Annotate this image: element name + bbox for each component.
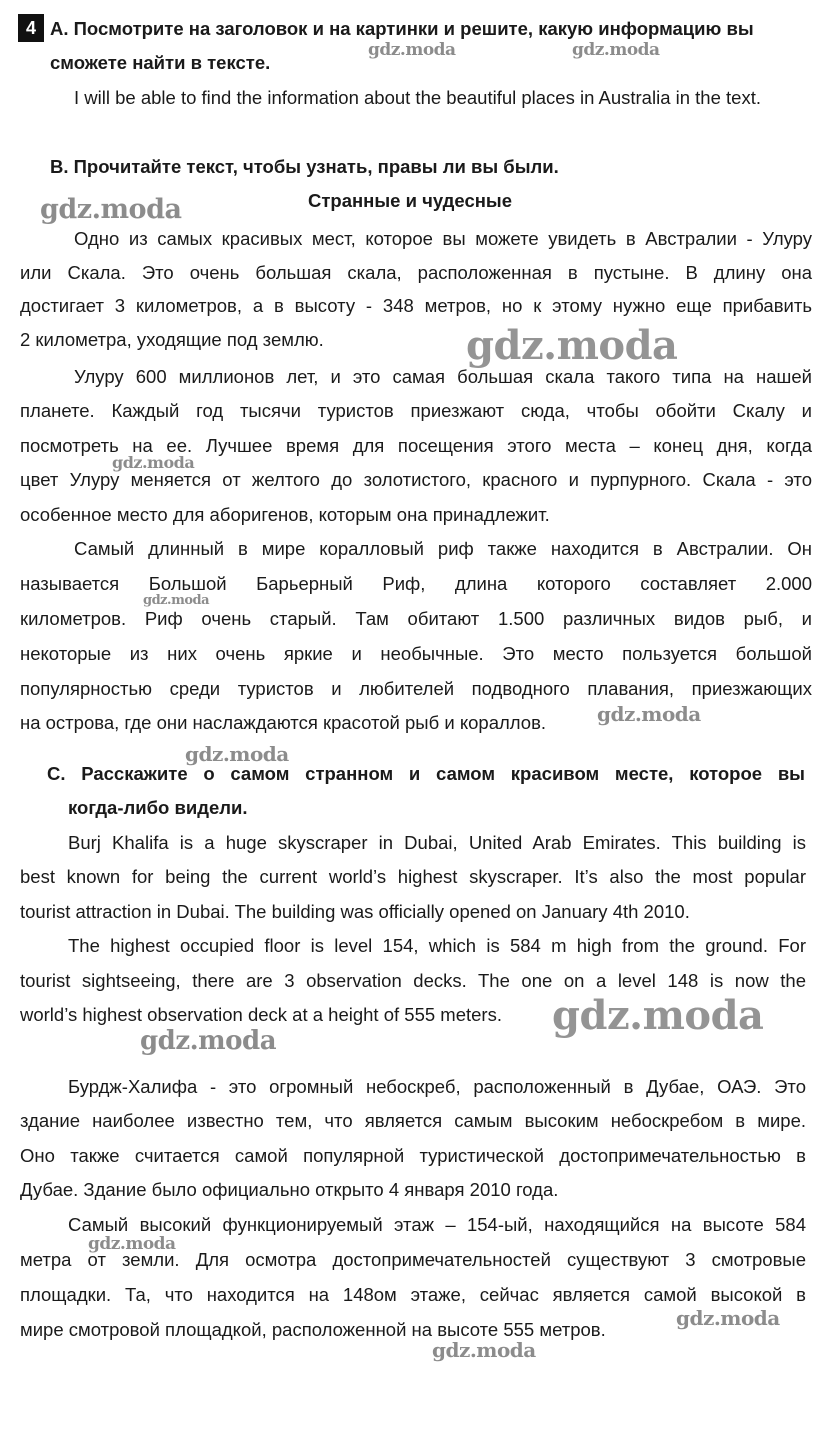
english-line: The highest occupied floor is level 154, which is 584 m high from the ground. For bbox=[68, 935, 806, 956]
paragraph-line: планете. Каждый год тысячи туристов приезжают сюда, чтобы обойти Скалу и bbox=[20, 400, 812, 421]
watermark-logo: gdz.moda bbox=[368, 40, 456, 60]
paragraph-line: 2 километра, уходящие под землю. bbox=[20, 329, 324, 350]
watermark-logo: gdz.moda bbox=[572, 40, 660, 60]
paragraph-line: километров. Риф очень старый. Там обитают 1.500 различных видов рыб, и bbox=[20, 608, 812, 629]
watermark-logo: gdz.moda bbox=[112, 453, 195, 472]
english-line: Burj Khalifa is a huge skyscraper in Dubai, United Arab Emirates. This building is bbox=[68, 832, 806, 853]
section-a-heading-cont: сможете найти в тексте. bbox=[50, 52, 271, 73]
watermark-logo: gdz.moda bbox=[676, 1306, 780, 1330]
watermark-logo: gdz.moda bbox=[140, 1026, 277, 1056]
paragraph-line: популярностью среди туристов и любителей подводного плавания, приезжающих bbox=[20, 678, 812, 699]
watermark-logo: gdz.moda bbox=[597, 702, 701, 726]
russian-line: Самый высокий функционируемый этаж – 154-ый, находящийся на высоте 584 bbox=[68, 1214, 806, 1235]
watermark-logo: gdz.moda bbox=[466, 322, 678, 369]
english-line: tourist attraction in Dubai. The building was officially opened on January 4th 2010. bbox=[20, 901, 690, 922]
paragraph-line: Одно из самых красивых мест, которое вы можете увидеть в Австралии - Улуру bbox=[74, 228, 812, 249]
paragraph-line: некоторые из них очень яркие и необычные. Это место пользуется большой bbox=[20, 643, 812, 664]
paragraph-line: Улуру 600 миллионов лет, и это самая большая скала такого типа на нашей bbox=[74, 366, 812, 387]
paragraph-line: или Скала. Это очень большая скала, расположенная в пустыне. В длину она bbox=[20, 262, 812, 283]
watermark-logo: gdz.moda bbox=[143, 593, 210, 608]
text-title: Странные и чудесные bbox=[308, 190, 513, 211]
russian-line: площадки. Та, что находится на 148ом этаже, сейчас является самой высокой в bbox=[20, 1284, 806, 1305]
section-c-heading-cont: когда-либо видели. bbox=[68, 797, 248, 818]
watermark-logo: gdz.moda bbox=[552, 992, 764, 1039]
section-c-heading: С. Расскажите о самом странном и самом красивом месте, которое вы bbox=[47, 763, 805, 784]
watermark-logo: gdz.moda bbox=[432, 1338, 536, 1362]
paragraph-line: посмотреть на ее. Лучшее время для посещения этого места – конец дня, когда bbox=[20, 435, 812, 456]
section-b-heading: В. Прочитайте текст, чтобы узнать, правы ли вы были. bbox=[50, 156, 559, 177]
russian-line: Бурдж-Халифа - это огромный небоскреб, расположенный в Дубае, ОАЭ. Это bbox=[68, 1076, 806, 1097]
russian-line: Дубае. Здание было официально открыто 4 января 2010 года. bbox=[20, 1179, 559, 1200]
russian-line: здание наиболее известно тем, что является самым высоким небоскребом в мире. bbox=[20, 1110, 806, 1131]
russian-line: Оно также считается самой популярной туристической достопримечательностью в bbox=[20, 1145, 806, 1166]
english-line: tourist sightseeing, there are 3 observation decks. The one on a level 148 is now the bbox=[20, 970, 806, 991]
watermark-logo: gdz.moda bbox=[88, 1234, 176, 1254]
russian-line: мире смотровой площадкой, расположенной на высоте 555 метров. bbox=[20, 1319, 606, 1340]
watermark-logo: gdz.moda bbox=[185, 742, 289, 766]
paragraph-line: на острова, где они наслаждаются красотой рыб и кораллов. bbox=[20, 712, 547, 733]
paragraph-line: называется Большой Барьерный Риф, длина которого составляет 2.000 bbox=[20, 573, 812, 594]
task-number-badge: 4 bbox=[18, 14, 44, 42]
paragraph-line: Самый длинный в мире коралловый риф также находится в Австралии. Он bbox=[74, 538, 812, 559]
section-a-heading: А. Посмотрите на заголовок и на картинки и решите, какую информацию вы bbox=[50, 18, 754, 39]
watermark-logo: gdz.moda bbox=[40, 194, 182, 225]
english-line: world’s highest observation deck at a height of 555 meters. bbox=[20, 1004, 502, 1025]
section-a-answer: I will be able to find the information about the beautiful places in Australia in the text. bbox=[74, 87, 761, 108]
russian-line: метра от земли. Для осмотра достопримечательностей существуют 3 смотровые bbox=[20, 1249, 806, 1270]
english-line: best known for being the current world’s highest skyscraper. It’s also the most popular bbox=[20, 866, 806, 887]
paragraph-line: особенное место для аборигенов, которым она принадлежит. bbox=[20, 504, 550, 525]
paragraph-line: цвет Улуру меняется от желтого до золотистого, красного и пурпурного. Скала - это bbox=[20, 469, 812, 490]
paragraph-line: достигает 3 километров, а в высоту - 348 метров, но к этому нужно еще прибавить bbox=[20, 295, 812, 316]
